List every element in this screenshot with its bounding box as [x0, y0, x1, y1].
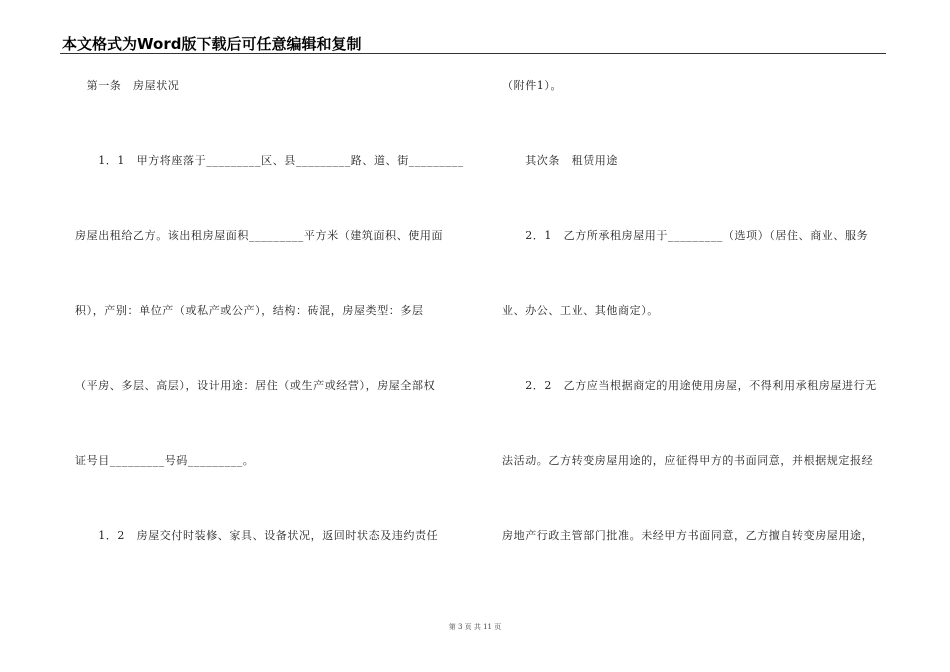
paragraph-line: 2．1 乙方所承租房屋用于_________（选项）（居住、商业、服务	[502, 229, 869, 242]
article-2-heading: 其次条 租赁用途	[502, 154, 618, 167]
paragraph-line: 法活动。乙方转变房屋用途的，应征得甲方的书面同意，并根据规定报经	[502, 454, 874, 467]
paragraph-line: 2．2 乙方应当根据商定的用途使用房屋，不得利用承租房屋进行无	[502, 379, 877, 392]
paragraph-line: （平房、多层、高层），设计用途：居住（或生产或经营），房屋全部权	[75, 379, 436, 392]
paragraph-line: 业、办公、工业、其他商定）。	[502, 304, 659, 317]
paragraph-line: 积），产别：单位产（或私产或公产），结构：砖混，房屋类型：多层	[75, 304, 424, 317]
paragraph-line: 1．1 甲方将座落于_________区、县_________路、道、街_________	[75, 154, 464, 167]
paragraph-line: （附件1）。	[502, 79, 563, 92]
paragraph-line: 证号目_________号码_________。	[75, 454, 255, 467]
paragraph-line: 房屋出租给乙方。该出租房屋面积_________平方米（建筑面积、使用面	[75, 229, 444, 242]
page-number: 第 3 页 共 11 页	[448, 623, 502, 631]
article-1-heading: 第一条 房屋状况	[75, 79, 180, 92]
paragraph-line: 1．2 房屋交付时装修、家具、设备状况，返回时状态及违约责任	[75, 529, 439, 542]
paragraph-line: 房地产行政主管部门批准。未经甲方书面同意，乙方擅自转变房屋用途，	[502, 529, 874, 542]
header-divider	[60, 53, 886, 54]
document-header-title: 本文格式为Word版下载后可任意编辑和复制	[62, 35, 362, 53]
